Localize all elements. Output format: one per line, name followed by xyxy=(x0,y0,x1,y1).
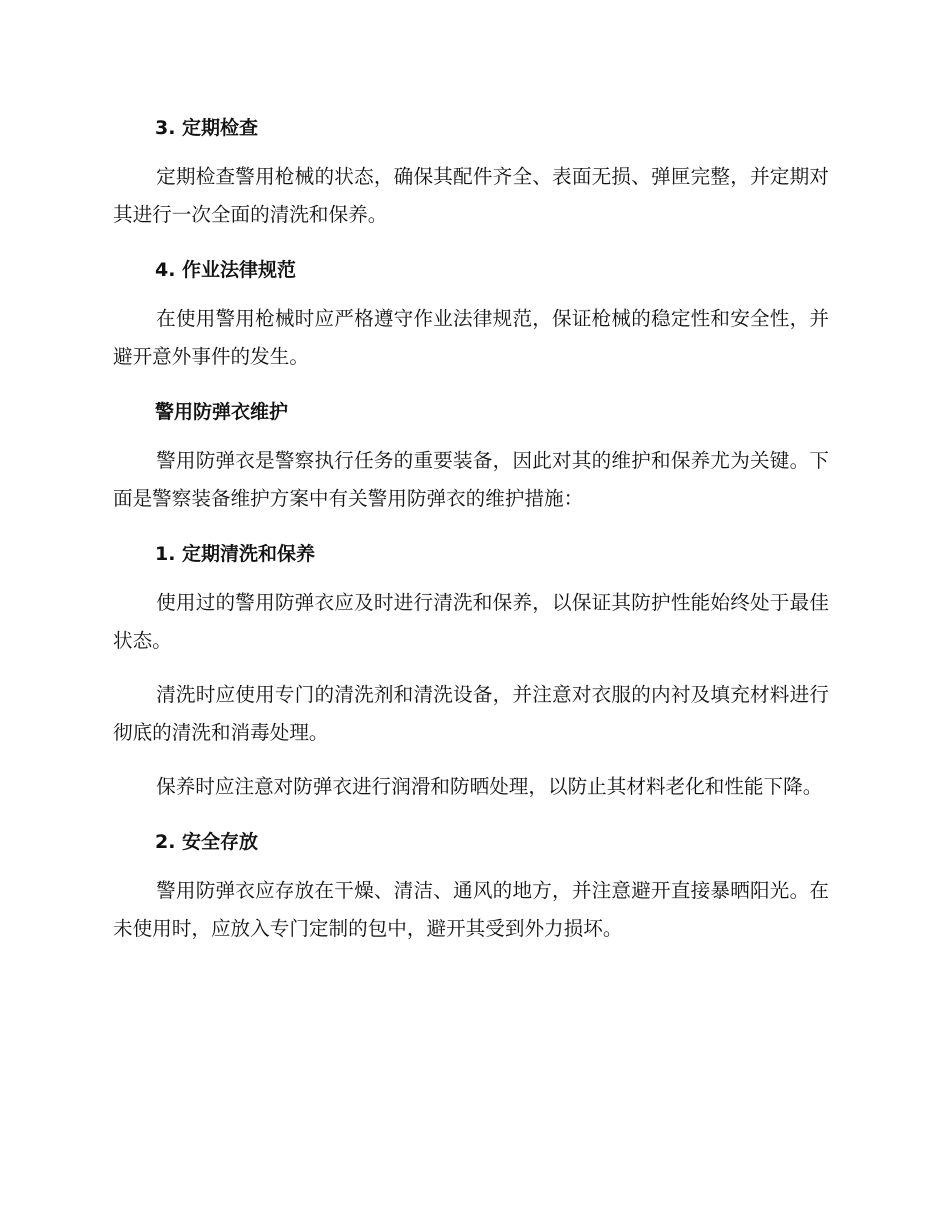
document-page xyxy=(113,108,829,964)
paragraph-body-armor-intro: 警用防弹衣是警察执行任务的重要装备，因此对其的维护和保养尤为关键。下面是警察装备维护方案中有关警用防弹衣的维护措施： xyxy=(113,449,829,510)
section-heading-safe-storage: 2. 安全存放 xyxy=(155,831,259,853)
paragraph-care-method: 保养时应注意对防弹衣进行润滑和防晒处理，以防止其材料老化和性能下降。 xyxy=(156,775,823,798)
section-heading-legal-norms: 4. 作业法律规范 xyxy=(155,259,297,281)
paragraph-cleaning-method: 清洗时应使用专门的清洗剂和清洗设备，并注意对衣服的内衬及填充材料进行彻底的清洗和消毒处理。 xyxy=(113,683,829,744)
paragraph-cleaning-after-use: 使用过的警用防弹衣应及时进行清洗和保养，以保证其防护性能始终处于最佳状态。 xyxy=(113,591,829,652)
paragraph-regular-inspection: 定期检查警用枪械的状态，确保其配件齐全、表面无损、弹匣完整，并定期对其进行一次全面的清洗和保养。 xyxy=(113,165,829,226)
paragraph-safe-storage: 警用防弹衣应存放在干燥、清洁、通风的地方，并注意避开直接暴晒阳光。在未使用时，应放入专门定制的包中，避开其受到外力损坏。 xyxy=(113,879,829,940)
section-heading-cleaning-and-care: 1. 定期清洗和保养 xyxy=(155,543,316,565)
paragraph-legal-norms: 在使用警用枪械时应严格遵守作业法律规范，保证枪械的稳定性和安全性，并避开意外事件的发生。 xyxy=(113,307,829,368)
section-heading-regular-inspection: 3. 定期检查 xyxy=(155,117,259,139)
section-heading-body-armor-maintenance: 警用防弹衣维护 xyxy=(155,401,289,423)
